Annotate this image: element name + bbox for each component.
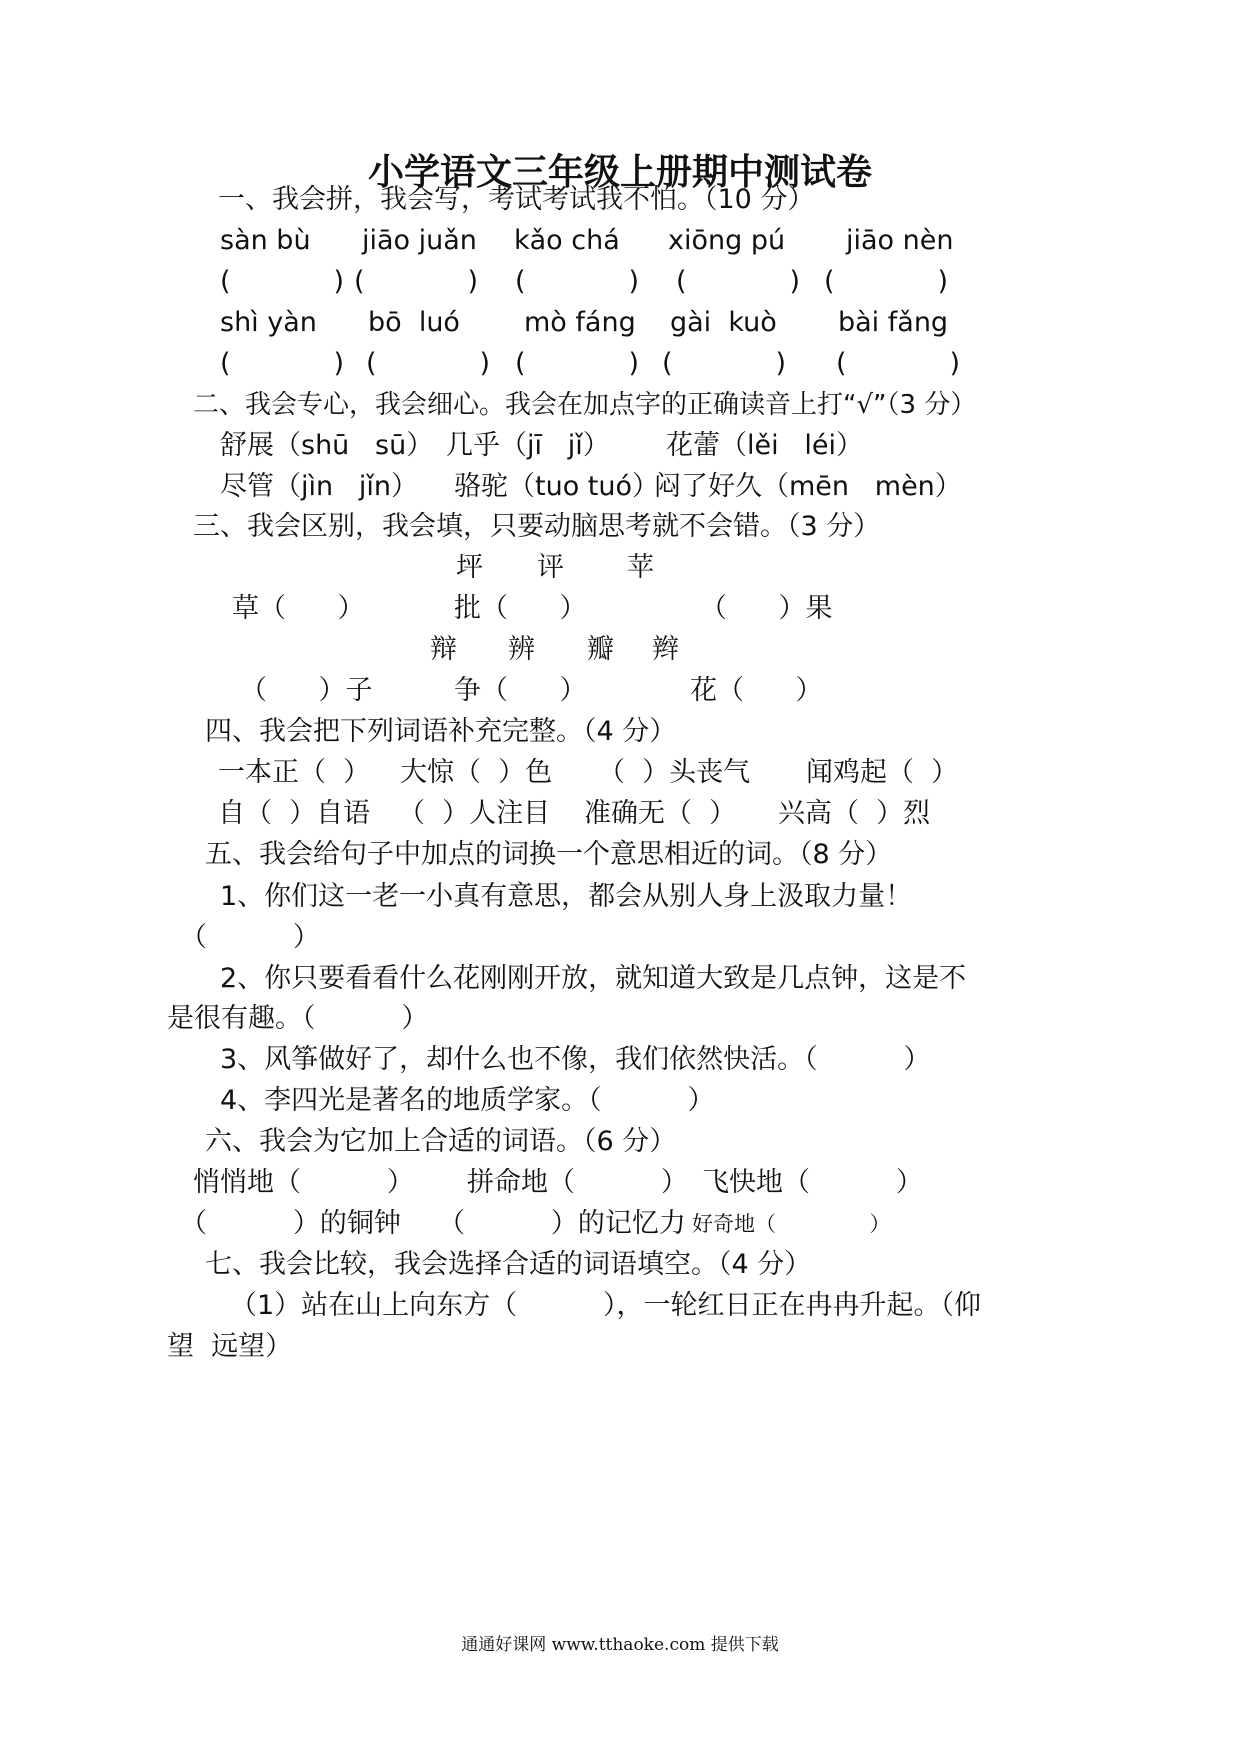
answer-blank[interactable]: ( ) [676, 266, 801, 297]
pinyin-9: gài kuò [670, 307, 777, 338]
idiom-blank[interactable]: 准确无（ ） [584, 798, 737, 829]
answer-blank[interactable]: ( ) [220, 348, 345, 379]
pinyin-2: jiāo juǎn [362, 225, 477, 256]
char-option: 瓣 [587, 634, 614, 665]
reading-choice: 舒展（shū sū） [220, 430, 434, 461]
char-option: 辩 [430, 634, 457, 665]
question-7-1-cont: 望 远望） [167, 1331, 293, 1362]
fill-blank[interactable]: 花（ ） [690, 675, 823, 706]
section2-heading: 二、我会专心，我会细心。我会在加点字的正确读音上打“√”（3 分） [193, 390, 977, 420]
idiom-blank[interactable]: （ ）头丧气 [598, 757, 751, 788]
pinyin-10: bài fǎng [838, 307, 949, 338]
word-blank[interactable]: 好奇地（ ） [692, 1212, 891, 1236]
word-blank[interactable]: （ ）的铜钟 [180, 1208, 401, 1239]
answer-blank[interactable]: ( ) [662, 348, 787, 379]
section5-heading: 五、我会给句子中加点的词换一个意思相近的词。（8 分） [205, 839, 893, 870]
answer-blank[interactable]: ( ) [354, 266, 479, 297]
question-2: 2、你只要看看什么花刚刚开放，就知道大致是几点钟，这是不 [220, 963, 967, 994]
fill-blank[interactable]: 草（ ） [232, 593, 365, 624]
question-4: 4、李四光是著名的地质学家。（ ） [220, 1085, 715, 1116]
answer-blank[interactable]: ( ) [824, 266, 949, 297]
pinyin-5: jiāo nèn [846, 225, 954, 256]
page-title: 小学语文三年级上册期中测试卷 [367, 151, 872, 193]
char-option: 评 [537, 552, 564, 583]
pinyin-7: bō luó [368, 307, 460, 338]
char-option: 辫 [652, 634, 679, 665]
reading-choice: 闷了好久（mēn mèn） [654, 471, 962, 502]
answer-blank[interactable]: （ ） [180, 922, 320, 953]
fill-blank[interactable]: （ ）果 [700, 593, 833, 624]
question-3: 3、风筝做好了，却什么也不像，我们依然快活。（ ） [220, 1044, 931, 1075]
answer-blank[interactable]: ( ) [836, 348, 961, 379]
fill-blank[interactable]: 批（ ） [454, 593, 587, 624]
section7-heading: 七、我会比较，我会选择合适的词语填空。（4 分） [205, 1249, 812, 1280]
pinyin-4: xiōng pú [668, 225, 786, 256]
reading-choice: 花蕾（lěi léi） [666, 430, 863, 461]
char-option: 辨 [508, 634, 535, 665]
idiom-blank[interactable]: 大惊（ ）色 [400, 757, 553, 788]
idiom-blank[interactable]: 一本正（ ） [218, 757, 371, 788]
pinyin-8: mò fáng [524, 307, 636, 338]
char-option: 苹 [627, 552, 654, 583]
question-1: 1、你们这一老一小真有意思，都会从别人身上汲取力量！ [220, 881, 913, 912]
reading-choice: 几乎（jī jǐ） [446, 430, 610, 461]
answer-blank[interactable]: ( ) [366, 348, 491, 379]
idiom-blank[interactable]: 兴高（ ）烈 [778, 798, 931, 829]
char-option: 坪 [456, 552, 483, 583]
section1-heading: 一、我会拼，我会写，考试考试我不怕。（10 分） [218, 184, 815, 215]
footer-watermark: 通通好课网 www.tthaoke.com 提供下载 [461, 1635, 779, 1655]
word-blank[interactable]: 拼命地（ ） [467, 1167, 688, 1198]
reading-choice: 尽管（jìn jǐn） [220, 471, 418, 502]
section4-heading: 四、我会把下列词语补充完整。（4 分） [205, 716, 677, 747]
fill-blank[interactable]: 争（ ） [454, 675, 587, 706]
fill-blank[interactable]: （ ）子 [240, 675, 373, 706]
word-blank[interactable]: （ ）的记忆力 [438, 1208, 686, 1239]
word-blank[interactable]: 悄悄地（ ） [193, 1167, 414, 1198]
question-2-cont: 是很有趣。（ ） [167, 1003, 429, 1034]
pinyin-3: kǎo chá [514, 225, 620, 256]
reading-choice: 骆驼（tuo tuó） [454, 471, 660, 502]
answer-blank[interactable]: ( ) [515, 266, 640, 297]
idiom-blank[interactable]: 自（ ）自语 [218, 798, 371, 829]
answer-blank[interactable]: ( ) [515, 348, 640, 379]
idiom-blank[interactable]: （ ）人注目 [398, 798, 551, 829]
section3-heading: 三、我会区别，我会填，只要动脑思考就不会错。（3 分） [193, 511, 881, 542]
question-7-1: （1）站在山上向东方（ ），一轮红日正在冉冉升起。（仰 [230, 1290, 982, 1321]
pinyin-1: sàn bù [220, 225, 311, 256]
idiom-blank[interactable]: 闻鸡起（ ） [806, 757, 959, 788]
section6-heading: 六、我会为它加上合适的词语。（6 分） [205, 1126, 677, 1157]
answer-blank[interactable]: ( ) [220, 266, 345, 297]
word-blank[interactable]: 飞快地（ ） [702, 1167, 923, 1198]
pinyin-6: shì yàn [220, 307, 317, 338]
